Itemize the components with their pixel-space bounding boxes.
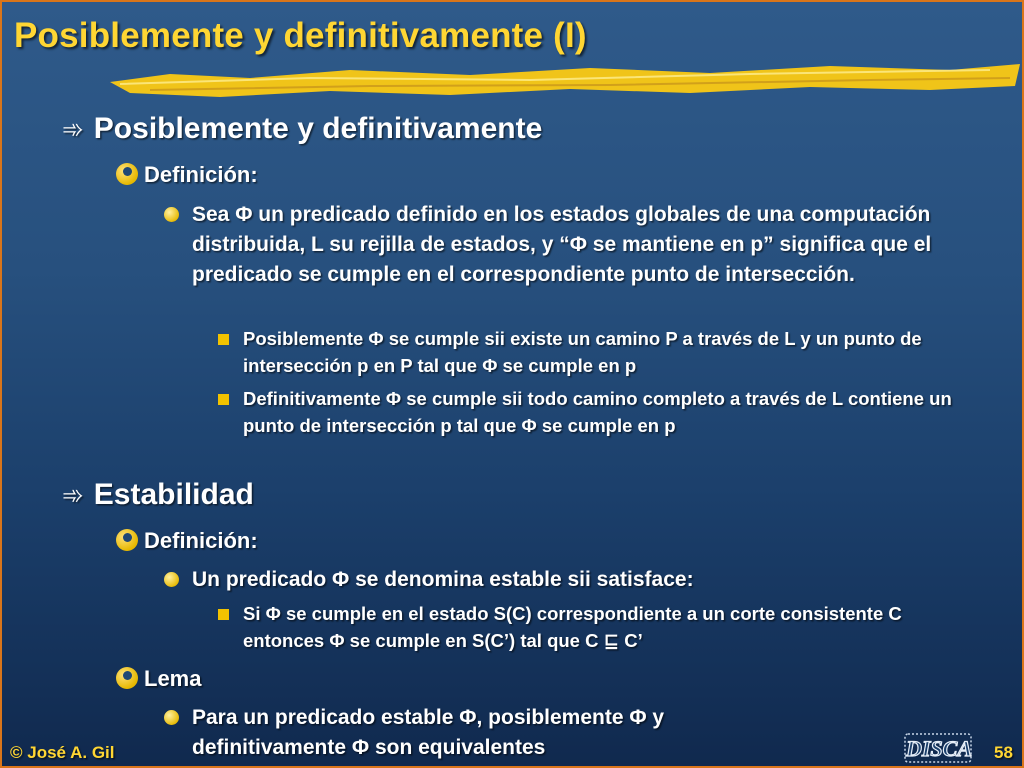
title-underline-stroke xyxy=(110,60,1022,102)
subpoint-definitivamente: Definitivamente Φ se cumple sii todo camino completo a través de L contiene un punto de intersección p tal que Φ se cumple en p xyxy=(218,385,953,439)
disca-logo xyxy=(904,732,974,764)
dot-bullet-icon xyxy=(164,710,179,725)
square-bullet-icon xyxy=(218,394,229,405)
ring-bullet-icon xyxy=(116,667,138,689)
ring-bullet-icon xyxy=(116,529,138,551)
subpoint-posiblemente: Posiblemente Φ se cumple sii existe un camino P a través de L y un punto de intersección p en P tal que Φ se cumple en p xyxy=(218,325,953,379)
footer-author: © José A. Gil xyxy=(10,743,115,762)
square-bullet-icon xyxy=(218,609,229,620)
subheading-definicion-2: Definición: xyxy=(116,528,258,554)
square-bullet-icon xyxy=(218,334,229,345)
dot-bullet-icon xyxy=(164,207,179,222)
section-heading-estabilidad: ➾ Estabilidad xyxy=(62,478,254,511)
ring-bullet-icon xyxy=(116,163,138,185)
dot-bullet-icon xyxy=(164,572,179,587)
point-lema: Para un predicado estable Φ, posiblemente Φ y definitivamente Φ son equivalentes xyxy=(164,703,784,763)
subpoint-estable: Si Φ se cumple en el estado S(C) correspondiente a un corte consistente C entonces Φ se cumple en S(C’) tal que C ⊑ C’ xyxy=(218,600,953,654)
section-heading-posiblemente: ➾ Posiblemente y definitivamente xyxy=(62,112,543,145)
slide-title: Posiblemente y definitivamente (I) xyxy=(14,16,587,55)
subheading-definicion-1: Definición: xyxy=(116,162,258,188)
pointing-hand-icon: ➾ xyxy=(62,480,84,510)
subheading-lema: Lema xyxy=(116,666,201,692)
page-number: 58 xyxy=(994,743,1013,762)
pointing-hand-icon: ➾ xyxy=(62,114,84,144)
point-estable: Un predicado Φ se denomina estable sii satisface: xyxy=(164,565,934,595)
svg-text:DISCA: DISCA xyxy=(905,736,973,761)
point-definicion-1: Sea Φ un predicado definido en los estados globales de una computación distribuida, L su rejilla de estados, y “Φ se mantiene en p” significa que el predicado se cumple en el correspondiente punto de intersección. xyxy=(164,200,934,290)
